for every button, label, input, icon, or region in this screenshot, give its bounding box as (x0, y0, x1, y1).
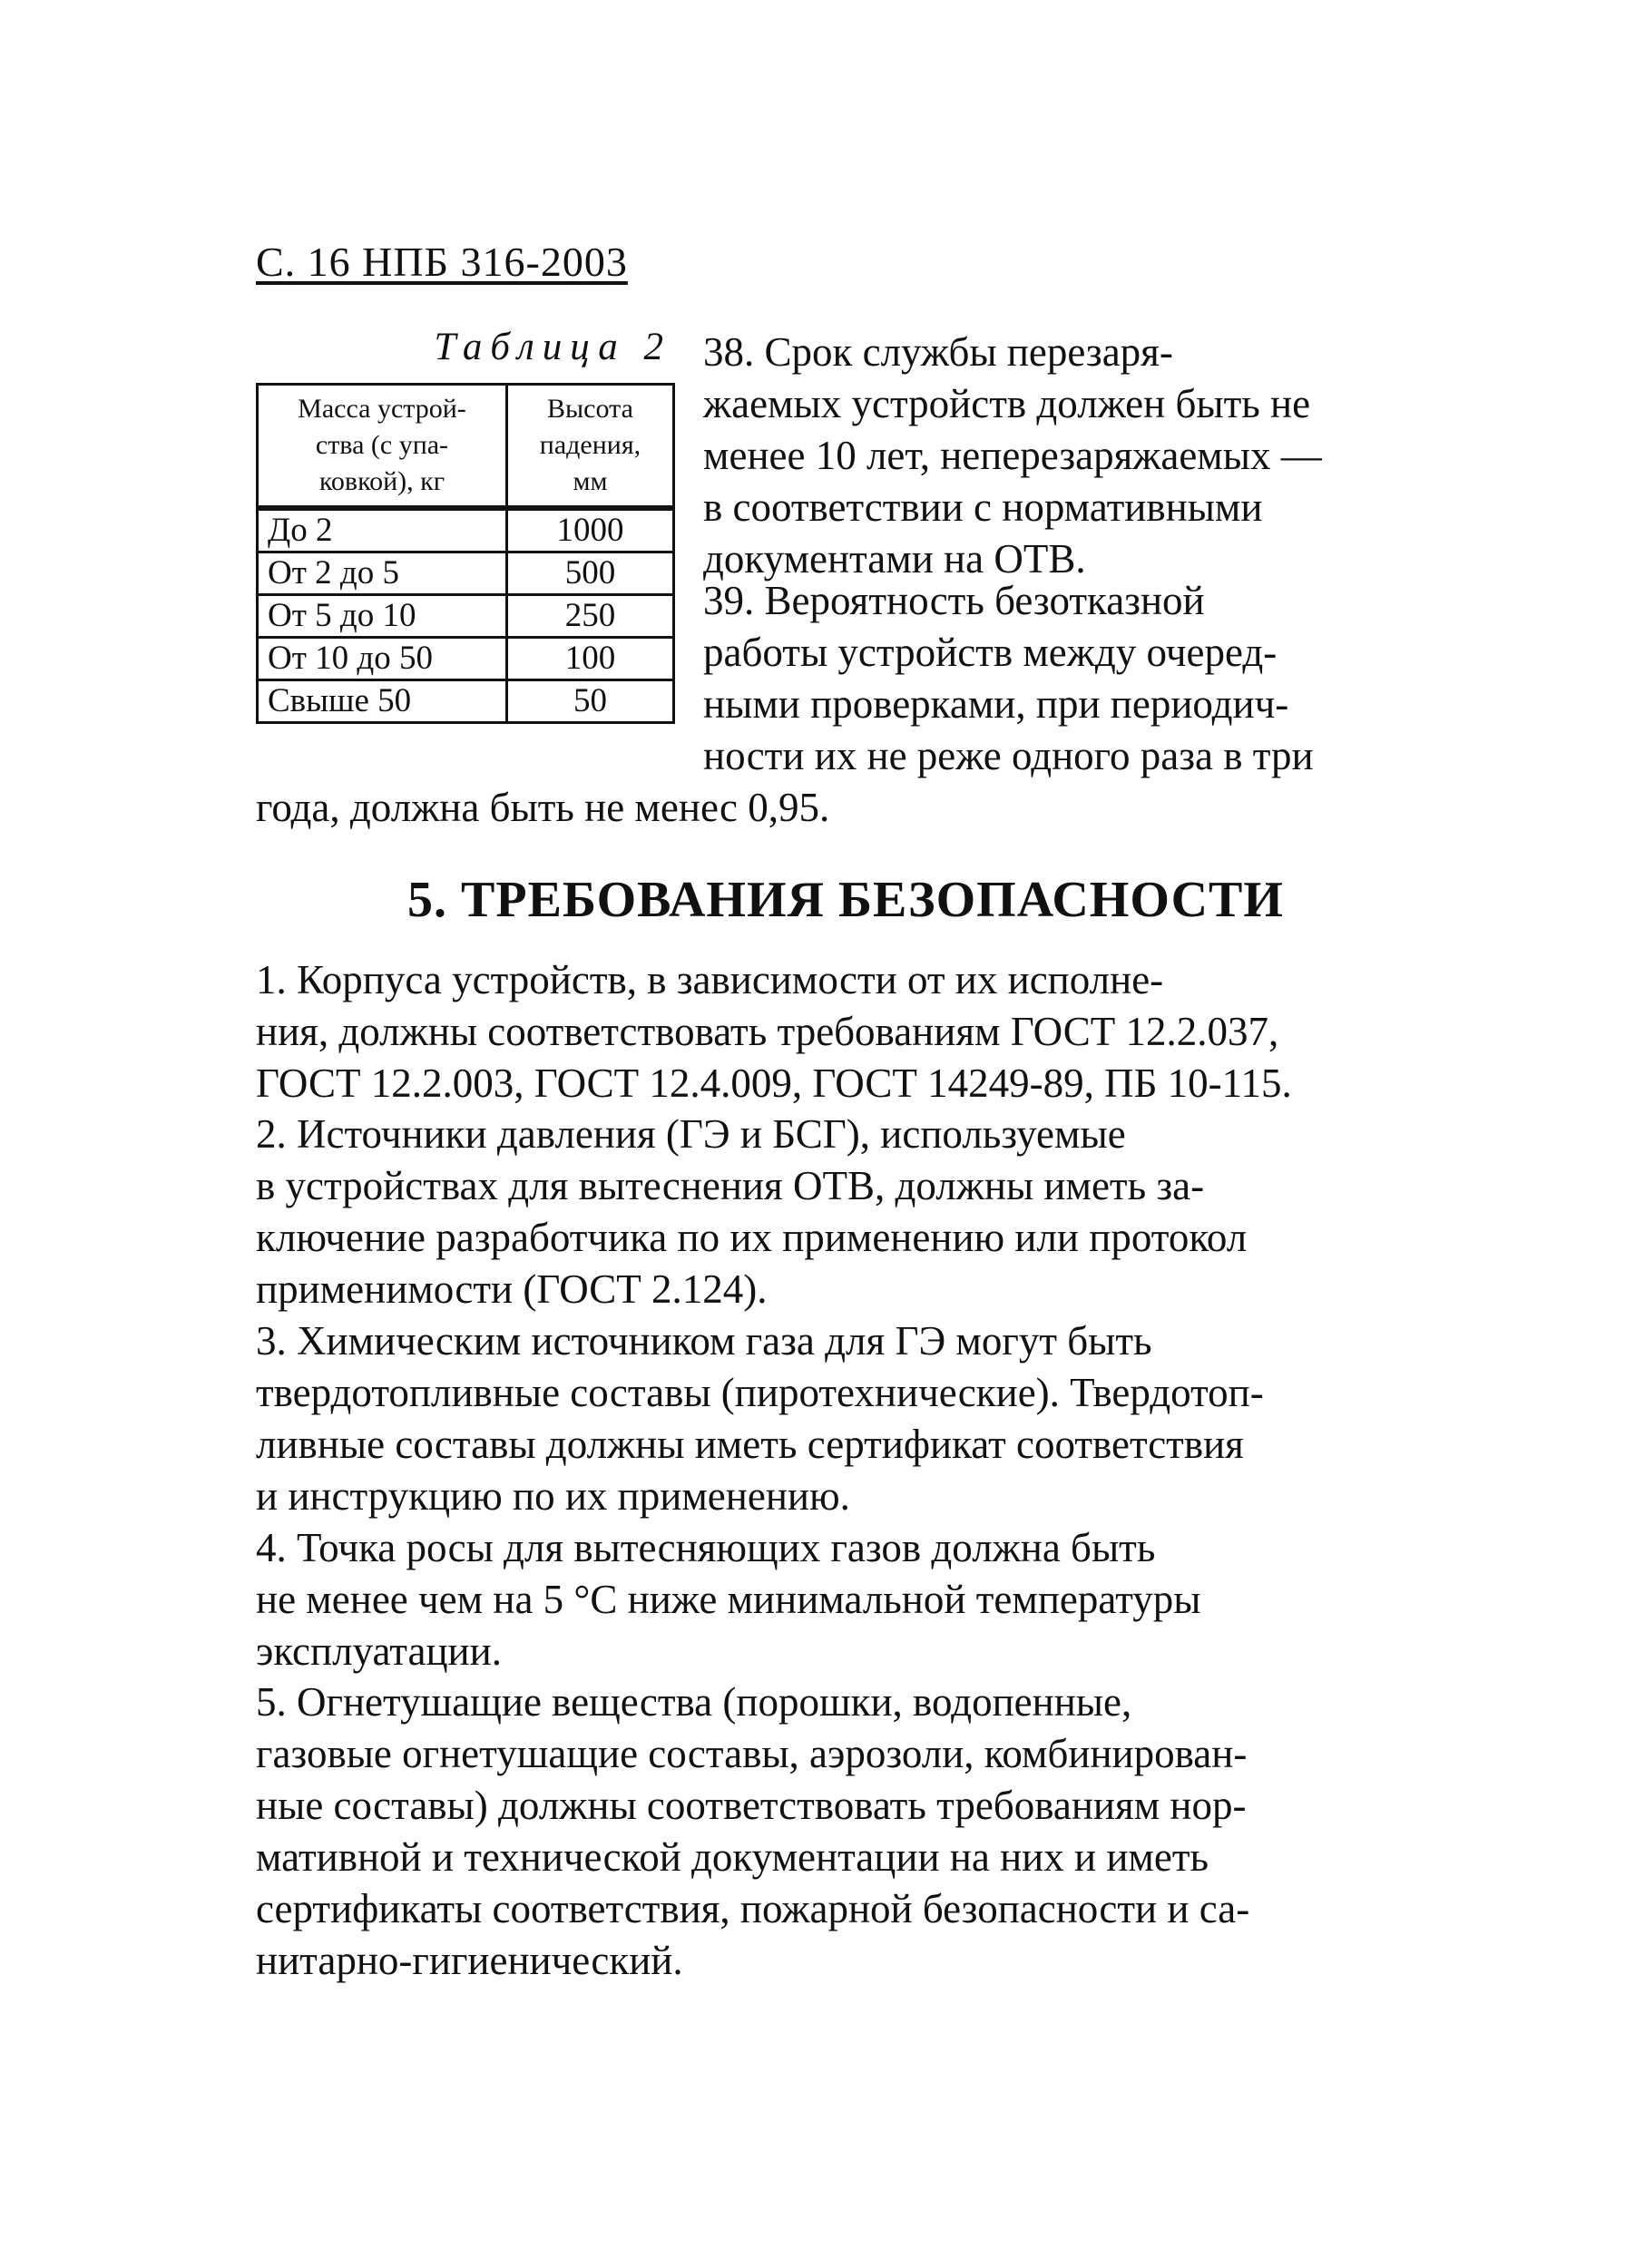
paragraph-39: 39. Вероятность безотказной работы устройств между очеред- ными проверками, при периодич- ности их не реже одного раза в три (703, 578, 1314, 778)
cell-drop-height: 1000 (506, 508, 673, 552)
cell-drop-height: 50 (506, 680, 673, 723)
cell-mass: От 10 до 50 (258, 638, 507, 680)
safety-item-4: 4. Точка росы для вытесняющих газов должна быть не менее чем на 5 °С ниже минимальной температуры эксплуатации. (256, 1525, 1201, 1674)
table-header-row (258, 385, 674, 509)
column-header-drop-height: Высота падения, мм (506, 385, 673, 509)
column-header-mass: Масса устрой- ства (с упа- ковкой), кг (258, 385, 507, 509)
cell-mass: От 5 до 10 (258, 595, 507, 638)
cell-drop-height: 500 (506, 552, 673, 595)
table-row (258, 595, 674, 638)
table-row (258, 638, 674, 680)
section-heading: 5. ТРЕБОВАНИЯ БЕЗОПАСНОСТИ (407, 872, 1284, 928)
cell-drop-height: 100 (506, 638, 673, 680)
table-row (258, 552, 674, 595)
paragraph-39-continuation: года, должна быть не менес 0,95. (256, 785, 830, 830)
cell-mass: От 2 до 5 (258, 552, 507, 595)
safety-item-3: 3. Химическим источником газа для ГЭ могут быть твердотопливные составы (пиротехнические). Твердотоп- ливные составы должны иметь сертификат соответствия и инструкцию по их применению. (256, 1318, 1264, 1519)
paragraph-38: 38. Срок службы перезаря- жаемых устройств должен быть не менее 10 лет, неперезаряжаемых — в соответствии с нормативными документами на ОТВ. (703, 329, 1322, 582)
table-row (258, 508, 674, 552)
cell-mass: Свыше 50 (258, 680, 507, 723)
safety-item-5: 5. Огнетушащие вещества (порошки, водопенные, газовые огнетушащие составы, аэрозоли, комбинирован- ные составы) должны соответствовать требованиям нор- мативной и технической документации на них и иметь сертификаты соответствия, пожарной безопасности и са- нитарно-гигиенический. (256, 1679, 1250, 1983)
safety-item-1: 1. Корпуса устройств, в зависимости от их исполне- ния, должны соответствовать требованиям ГОСТ 12.2.037, ГОСТ 12.2.003, ГОСТ 12.4.009, ГОСТ 14249-89, ПБ 10-115. (256, 957, 1292, 1106)
cell-mass: До 2 (258, 508, 507, 552)
table-row (258, 680, 674, 723)
drop-height-table (256, 383, 675, 724)
cell-drop-height: 250 (506, 595, 673, 638)
page-header: С. 16 НПБ 316-2003 (256, 239, 628, 285)
table-caption: Таблица 2 (434, 326, 671, 368)
safety-item-2: 2. Источники давления (ГЭ и БСГ), используемые в устройствах для вытеснения ОТВ, должны иметь за- ключение разработчика по их применению или протокол применимости (ГОСТ 2.124). (256, 1111, 1248, 1312)
